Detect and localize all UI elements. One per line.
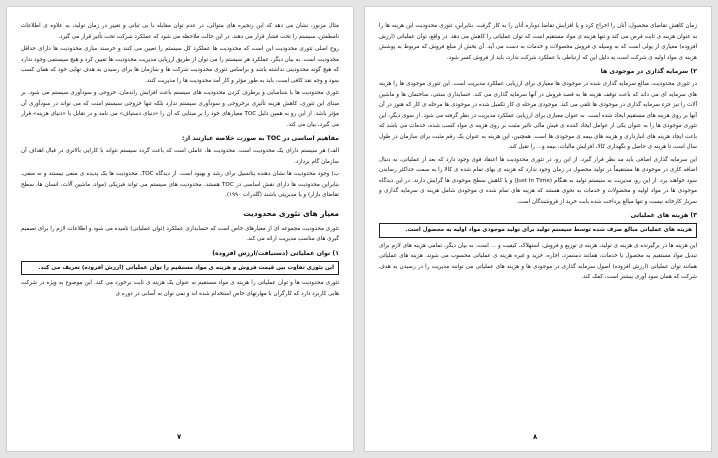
- section-heading: ۳) هزینه های عملیاتی: [630, 212, 697, 219]
- paragraph: در تئوری محدودیت، مبالغ سرمایه گذاری شده در موجودی ها معیاری برای ارزیابی عملکرد مدیریت است. این تئوری موجودی ها را هزینه های سرمایه ای می داند که باعث توقف هزینه ها به قصد فروش در آنها سرمایه گذاری می کند. حسابداری سنتی، ساختمان ها و ماشین آلات را نیز جزء سرمایه گذاری در موجودی ها تلقی می کند. موجودی مرحله ی کار تکمیل شده در موجودی ها مرحله ی کار که هنوز در آن آنها بر روی هزینه های مستقیم ایجاد شده است. به عنوان معیاری برای ارزیابی عملکرد مدیریت در نظر گرفته می شود. از سوی دیگر، این تئوری موجودی ها را به عنوان یکی از عوامل ایجاد کننده ی فیش مالی تاثیر مثبت بر روی هزینه ی مواد کسب شده، خدمات می باشد که باعث ایجاد هزینه های انبارداری و هزینه های بیمه ی موجودی ها است. همچنین، این هزینه به عنوان یک رقم مثبت برای سازمان در طول سال است تا هزینه ی حاصل و نگهداری کالا، افزایش مالیات، بیمه و... را تقبل کند.: [379, 81, 697, 150]
- left-page: [6, 6, 354, 452]
- section-heading: ۲) سرمایه گذاری در موجودی ها: [600, 68, 697, 75]
- right-page: [364, 6, 712, 452]
- paragraph: تئوری محدودیت ها با شناسایی و برطرف کردن محدودیت های سیستم باعث افزایش راندمان، خروجی و سودآوری سیستم می شود. بر مبنای این تئوری، کاهش هزینه تأثیری برخروجی و سودآوری سیستم ندارد بلکه تنها خروجی سیستم است که می تواند در سودآوری آن مؤثر باشد. از این رو به همین دلیل TOC معیارهای خود را بر مبنایی که آن را «دنیای دستیاف» می نامد و در تقابل با «دنیای هزینه» قرار می گیرد، بیان می کند.: [21, 90, 339, 128]
- paragraph: الف) هر سیستم دارای یک محدودیت است. محدودیت ها، عاملی است که باعث گردد سیستم نتواند با کارایی بالاتری در قبال اهداف آن سازمان گام بردارد.: [21, 148, 339, 165]
- definition-box: هزینه های عملیاتی مبالغ صرف شده توسط سیستم تولید برای تولید موجودی مواد اولیه به محصول است.: [379, 223, 697, 238]
- chapter-heading: معیار های تئوری محدودیت: [243, 208, 339, 218]
- paragraph: روح اصلی تئوری محدودیت این است که محدودیت ها عملکرد کل سیستم را تعیین می کنند و خرسند سازی محدودیت ها دارای حداقل محدودیت است. به بیان دیگر، عملکرد هر سیستم را می توان از طریق ارزیابی مدیریت محدودیت ها تعیین کرد و هیچ سیستمی وجود ندارد که هیچ گونه محدودیتی نداشته باشد و براساس تئوری محدودیت شرکت ها و سازمان ها برای رسیدن به هدف نهایی خود که همان کسب سود و وجه نقد کافی است، باید به طور مؤثر و کار آمد محدودیت ها را مدیریت کنند.: [21, 46, 339, 84]
- section-heading: ۱) توان عملیاتی (دستیافت/ارزش افزوده): [212, 249, 339, 257]
- paragraph: مثال مزبور، نشان می دهد که این زنجیره های متوالی، در عدم توان مقابله با بی ثباتی و تغییر در زمان تولید، به علاوه ی اطلاعات نامطمئن، سیستم را تحت فشار قرار می دهند. در این حالت ملاحظه می شود که عملکرد شرکت تحت تأثیر قرار می گیرد.: [21, 23, 339, 40]
- page-number: ۸: [533, 433, 538, 441]
- paragraph: تئوری محدودیت ها و توان عملیاتی را هزینه ی مواد مستقیم به عنوان یک هزینه ی ثابت برخورد می کند. این موضوع به ویژه در شرکت هایی کاربرد دارد که کارگران با مهارتهای خاص استخدام شده اند و نمی توان به آسانی در دوره ی: [21, 280, 339, 297]
- page-number: ۷: [177, 433, 182, 441]
- section-heading: مفاهیم اساسی در TOC به صورت خلاصه عبارتند از:: [182, 135, 339, 142]
- paragraph: تئوری محدودیت مجموعه ای از معیارهای خاص است که حسابداری عملکرد (توان عملیاتی) نامیده می شود و اطلاعات لازم را برای تصمیم گیری های مناسب مدیریت ارائه می کند.: [21, 225, 339, 242]
- paragraph: زمان کاهش تقاضای محصول، آنان را اخراج کرد و یا افزایش تقاضا دوباره آنان را به کار گرفت. بنابراین، تئوری محدودیت این هزینه ها را به عنوان هزینه ی ثابت فرض می کند و تنها هزینه ی مواد مستقیم است که توان عملیاتی را کاهش می دهد. در واقع، توان عملیاتی (ارزش افزوده) معیاری از پولی است که به وسیله ی فروش محصولات و خدمات به دست می آید. آن بخش از مبلغ فروش که مربوط به پوشش هزینه ی مواد اولیه ی شرکت است به دلیل این که ارتباطی با عملکرد شرکت ندارد، باید از فروش کسر شود.: [379, 23, 697, 61]
- definition-box: این تئوری تفاوت بین قیمت فروش و هزینه ی مواد مستقیم را توان عملیاتی (ارزش افزوده) تعریف می کند.: [21, 261, 339, 276]
- paragraph: این سرمایه گذاری اضافی باید مد نظر قرار گیرد. از این رو، در تئوری محدودیت ها اعتقاد قوی وجود دارد که بعد از عملیاتی، به دنبال اضافه کاری در موجودی ها مستقیماً در تولید محصول در زمان وجود ندارد که هزینه ی بهای تمام شده ی کالا را به سمت حداکثر رساندن سود خواهند برد. از این رو، مدیریت به سیستم تولید به هنگام (Just In Time) و یا کاهش سطح موجودی ها گرایش دارند. در این دیدگاه موجودی ها در مواد اولیه و محصولات و خدمات به نحوی هستند که هزینه های تمام شده ی موجودی شامل هزینه ی سرمایه گذاری و سربار کارخانه نیست و تنها مبالغ پرداخت شده بابت خرید از فروشندگان است.: [379, 156, 697, 205]
- paragraph: این هزینه ها در برگیرنده ی هزینه ی تولید، هزینه ی توزیع و فروش، استهلاک، کیفیت و ... است. به بیان دیگر، تمامی هزینه های لازم برای تبدیل مواد مستقیم به محصول یا خدمات، همانند دستمزد، اجاره، خرید و غیره هزینه ی عملیاتی محسوب می شوند. هزینه های عملیاتی همانند توان عملیاتی (ارزش افزوده) اصول سرمایه گذاری در موجودی ها و هزینه های عملیاتی می توانند مدیریت را در رسیدن به هدف شرکت که همان سود آوری بیشتر است، کمک کند.: [379, 242, 697, 280]
- paragraph: ب) وجود محدودیت ها نشان دهنده پتانسیل برای رشد و بهبود است. از دیدگاه TOC، محدودیت ها یک پدیده ی منفی نیستند و نه منفی، بنابراین محدودیت ها دارای نقش اساسی در TOC هستند. محدودیت های سیستم می تواند فیزیکی (مواد، ماشین آلات، انسان ها، سطح تقاضای بازار) و یا مدیریتی باشند (گلدرات ۱۹۹۰).: [21, 171, 339, 198]
